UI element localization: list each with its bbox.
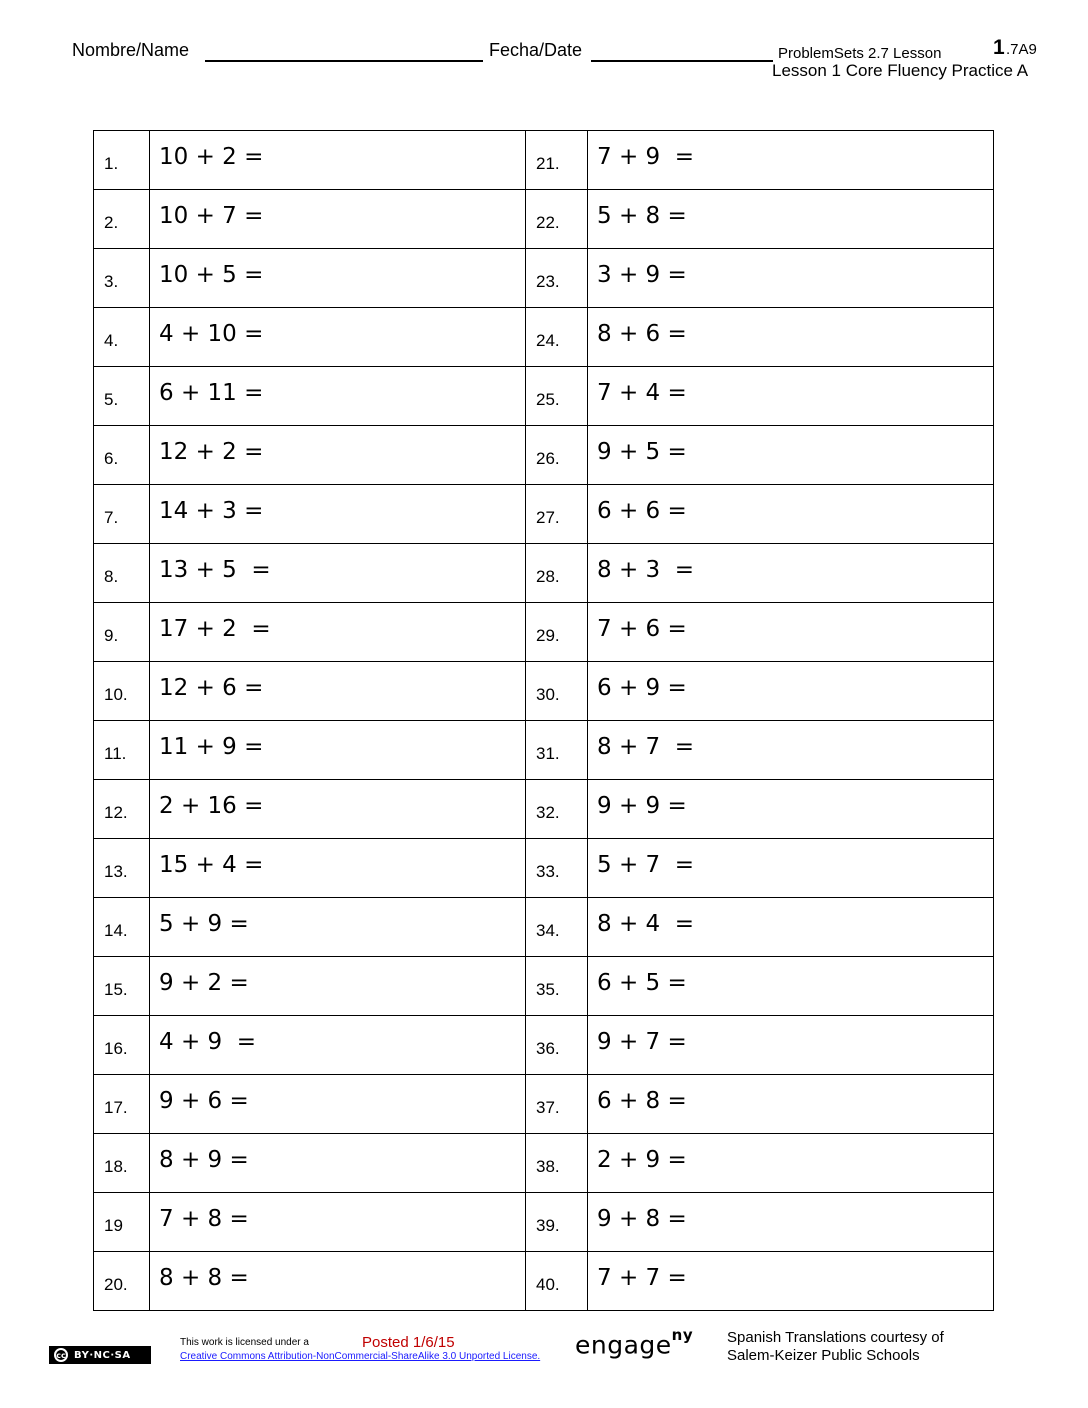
problem-row: [94, 367, 994, 426]
problem-number: 38.: [526, 1134, 588, 1193]
problem-expression[interactable]: 6 + 9 =: [588, 662, 994, 721]
problem-expression[interactable]: 6 + 8 =: [588, 1075, 994, 1134]
problem-expression[interactable]: 10 + 7 =: [150, 190, 526, 249]
problem-number: 40.: [526, 1252, 588, 1311]
problem-number: 39.: [526, 1193, 588, 1252]
problem-row: [94, 1252, 994, 1311]
problem-number: 27.: [526, 485, 588, 544]
problem-number: 14.: [94, 898, 150, 957]
problem-row: [94, 957, 994, 1016]
problem-expression[interactable]: 2 + 16 =: [150, 780, 526, 839]
problem-expression[interactable]: 5 + 9 =: [150, 898, 526, 957]
problem-number: 13.: [94, 839, 150, 898]
problem-expression[interactable]: 8 + 4 =: [588, 898, 994, 957]
problem-row: [94, 485, 994, 544]
problem-row: [94, 544, 994, 603]
problem-row: [94, 1134, 994, 1193]
problem-expression[interactable]: 10 + 5 =: [150, 249, 526, 308]
problem-grid: [93, 130, 994, 1311]
problem-row: [94, 839, 994, 898]
translation-credit-line2: Salem-Keizer Public Schools: [727, 1347, 920, 1364]
problem-row: [94, 603, 994, 662]
problem-expression[interactable]: 8 + 9 =: [150, 1134, 526, 1193]
problem-expression[interactable]: 9 + 6 =: [150, 1075, 526, 1134]
problem-expression[interactable]: 9 + 2 =: [150, 957, 526, 1016]
problem-row: [94, 190, 994, 249]
problem-row: [94, 721, 994, 780]
problem-number: 28.: [526, 544, 588, 603]
problem-expression[interactable]: 3 + 9 =: [588, 249, 994, 308]
date-blank-line[interactable]: [591, 60, 773, 62]
problem-expression[interactable]: 7 + 4 =: [588, 367, 994, 426]
problem-number: 23.: [526, 249, 588, 308]
problem-number: 33.: [526, 839, 588, 898]
problem-expression[interactable]: 8 + 8 =: [150, 1252, 526, 1311]
problem-expression[interactable]: 9 + 7 =: [588, 1016, 994, 1075]
problem-number: 10.: [94, 662, 150, 721]
problem-row: [94, 662, 994, 721]
problem-number: 2.: [94, 190, 150, 249]
problem-row: [94, 249, 994, 308]
problem-expression[interactable]: 4 + 9 =: [150, 1016, 526, 1075]
problemsets-label: ProblemSets 2.7 Lesson: [778, 45, 942, 62]
problem-row: [94, 131, 994, 190]
problem-expression[interactable]: 8 + 6 =: [588, 308, 994, 367]
problem-number: 32.: [526, 780, 588, 839]
problem-number: 37.: [526, 1075, 588, 1134]
problem-number: 18.: [94, 1134, 150, 1193]
problem-expression[interactable]: 7 + 7 =: [588, 1252, 994, 1311]
problem-number: 29.: [526, 603, 588, 662]
problem-expression[interactable]: 10 + 2 =: [150, 131, 526, 190]
problem-expression[interactable]: 7 + 9 =: [588, 131, 994, 190]
date-label: Fecha/Date: [489, 40, 583, 60]
name-blank-line[interactable]: [205, 60, 483, 62]
problem-expression[interactable]: 12 + 2 =: [150, 426, 526, 485]
problem-row: [94, 1016, 994, 1075]
posted-date: Posted 1/6/15: [362, 1334, 455, 1351]
lesson-code: .7A9: [1006, 41, 1037, 58]
problem-expression[interactable]: 9 + 9 =: [588, 780, 994, 839]
problem-number: 22.: [526, 190, 588, 249]
problem-expression[interactable]: 5 + 8 =: [588, 190, 994, 249]
problem-expression[interactable]: 15 + 4 =: [150, 839, 526, 898]
problem-row: [94, 780, 994, 839]
problem-number: 16.: [94, 1016, 150, 1075]
cc-license-badge[interactable]: [49, 1346, 151, 1364]
problem-number: 7.: [94, 485, 150, 544]
lesson-number: 1: [993, 36, 1005, 59]
engageny-logo: [575, 1326, 694, 1360]
problem-number: 25.: [526, 367, 588, 426]
problem-expression[interactable]: 12 + 6 =: [150, 662, 526, 721]
problem-expression[interactable]: 13 + 5 =: [150, 544, 526, 603]
problem-number: 17.: [94, 1075, 150, 1134]
problem-expression[interactable]: 6 + 5 =: [588, 957, 994, 1016]
name-label: Nombre/Name: [72, 40, 190, 60]
problem-number: 3.: [94, 249, 150, 308]
cc-icon: cc: [54, 1348, 68, 1362]
problem-expression[interactable]: 14 + 3 =: [150, 485, 526, 544]
problem-number: 26.: [526, 426, 588, 485]
problem-number: 11.: [94, 721, 150, 780]
problem-row: [94, 1075, 994, 1134]
lesson-subtitle: Lesson 1 Core Fluency Practice A: [772, 61, 1029, 80]
problem-number: 4.: [94, 308, 150, 367]
problem-row: [94, 308, 994, 367]
problem-number: 36.: [526, 1016, 588, 1075]
problem-row: [94, 426, 994, 485]
problem-expression[interactable]: 6 + 11 =: [150, 367, 526, 426]
cc-badge-text: BY·NC·SA: [74, 1349, 131, 1361]
problem-expression[interactable]: 2 + 9 =: [588, 1134, 994, 1193]
problem-expression[interactable]: 7 + 8 =: [150, 1193, 526, 1252]
problem-expression[interactable]: 17 + 2 =: [150, 603, 526, 662]
problem-number: 12.: [94, 780, 150, 839]
problem-number: 35.: [526, 957, 588, 1016]
problem-expression[interactable]: 8 + 7 =: [588, 721, 994, 780]
translation-credit: [727, 1329, 944, 1365]
problem-expression[interactable]: 8 + 3 =: [588, 544, 994, 603]
problem-expression[interactable]: 6 + 6 =: [588, 485, 994, 544]
engageny-logo-main: engage: [575, 1330, 672, 1360]
problem-expression[interactable]: 9 + 5 =: [588, 426, 994, 485]
problem-row: [94, 898, 994, 957]
problem-expression[interactable]: 4 + 10 =: [150, 308, 526, 367]
problem-number: 5.: [94, 367, 150, 426]
problem-expression[interactable]: 11 + 9 =: [150, 721, 526, 780]
license-text: This work is licensed under a: [180, 1337, 309, 1348]
problem-number: 21.: [526, 131, 588, 190]
problem-number: 19: [94, 1193, 150, 1252]
problem-number: 15.: [94, 957, 150, 1016]
problem-number: 34.: [526, 898, 588, 957]
problem-row: [94, 1193, 994, 1252]
problem-expression[interactable]: 7 + 6 =: [588, 603, 994, 662]
problem-number: 1.: [94, 131, 150, 190]
problem-number: 24.: [526, 308, 588, 367]
problem-expression[interactable]: 9 + 8 =: [588, 1193, 994, 1252]
problem-number: 30.: [526, 662, 588, 721]
problem-number: 6.: [94, 426, 150, 485]
problem-number: 20.: [94, 1252, 150, 1311]
problem-number: 31.: [526, 721, 588, 780]
translation-credit-line1: Spanish Translations courtesy of: [727, 1329, 944, 1346]
problem-number: 8.: [94, 544, 150, 603]
license-link[interactable]: Creative Commons Attribution-NonCommercial-ShareAlike 3.0 Unported License.: [180, 1351, 541, 1362]
problem-number: 9.: [94, 603, 150, 662]
problem-expression[interactable]: 5 + 7 =: [588, 839, 994, 898]
engageny-logo-sup: ny: [671, 1326, 694, 1344]
